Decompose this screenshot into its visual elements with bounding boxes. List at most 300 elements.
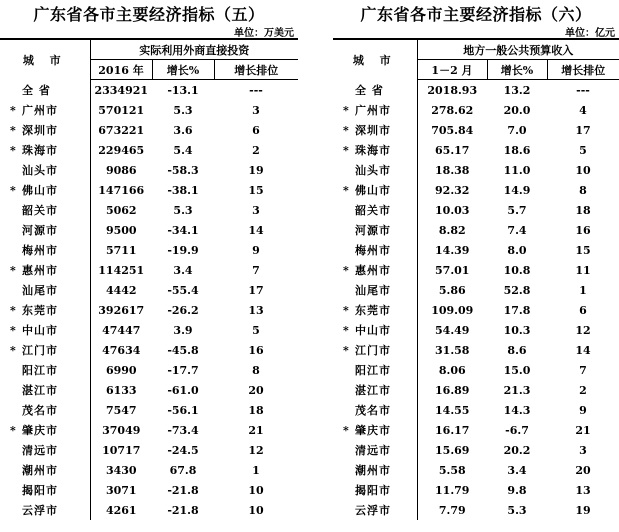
city-name: 揭阳市 — [22, 484, 58, 497]
growth-cell: 14.9 — [503, 183, 531, 197]
value-cell: 3071 — [90, 480, 152, 500]
city-cell — [0, 460, 90, 480]
table-row — [333, 440, 619, 460]
growth-cell: -24.5 — [167, 443, 199, 457]
growth-cell: 20.2 — [503, 443, 531, 457]
table-row — [333, 320, 619, 340]
table-row — [0, 160, 298, 180]
rank-cell: 14 — [575, 343, 591, 357]
value-cell: 7547 — [90, 400, 152, 420]
city-cell — [333, 440, 417, 460]
left-header-col3: 增长排位 — [214, 60, 298, 80]
right-title: 广东省各市主要经济指标（六） — [360, 5, 592, 24]
rank-cell: 2 — [252, 143, 260, 157]
growth-cell: 10.8 — [503, 263, 531, 277]
city-name: 茂名市 — [355, 404, 391, 417]
key-city-marker: * — [343, 304, 350, 317]
table-row — [333, 240, 619, 260]
growth-cell: 17.8 — [503, 303, 531, 317]
value-cell: 2334921 — [90, 80, 152, 101]
growth-cell: -38.1 — [167, 183, 199, 197]
city-cell — [333, 260, 417, 280]
city-name: 汕尾市 — [22, 284, 58, 297]
city-cell — [0, 360, 90, 380]
value-cell: 5.58 — [417, 460, 487, 480]
rank-cell: 14 — [248, 223, 264, 237]
value-cell: 10.03 — [417, 200, 487, 220]
rank-cell: 16 — [248, 343, 264, 357]
value-cell: 47634 — [90, 340, 152, 360]
city-cell — [333, 400, 417, 420]
key-city-marker: * — [343, 104, 350, 117]
table-row — [333, 360, 619, 380]
table-row — [0, 400, 298, 420]
city-cell — [0, 140, 90, 160]
key-city-marker: * — [343, 344, 350, 357]
growth-cell: 15.0 — [503, 363, 531, 377]
value-cell: 4261 — [90, 500, 152, 520]
city-name: 云浮市 — [355, 504, 391, 517]
table-row — [0, 360, 298, 380]
city-name: 中山市 — [355, 324, 391, 337]
table-row — [333, 420, 619, 440]
city-cell — [0, 440, 90, 460]
city-cell — [333, 340, 417, 360]
right-header-col3: 增长排位 — [547, 60, 619, 80]
city-name: 汕尾市 — [355, 284, 391, 297]
rank-cell: 13 — [575, 483, 591, 497]
rank-cell: 12 — [248, 443, 264, 457]
city-name: 珠海市 — [22, 144, 58, 157]
city-cell — [333, 200, 417, 220]
city-name: 清远市 — [355, 444, 391, 457]
table-row — [333, 200, 619, 220]
table-row — [0, 280, 298, 300]
city-cell — [0, 280, 90, 300]
value-cell: 47447 — [90, 320, 152, 340]
rank-cell: 21 — [575, 423, 591, 437]
growth-cell: 13.2 — [503, 83, 531, 97]
city-cell — [333, 460, 417, 480]
table-row — [333, 400, 619, 420]
table-row — [0, 440, 298, 460]
value-cell: 37049 — [90, 420, 152, 440]
rank-cell: 7 — [252, 263, 260, 277]
city-name: 梅州市 — [355, 244, 391, 257]
key-city-marker: * — [10, 264, 17, 277]
table-row — [0, 320, 298, 340]
table-row — [0, 200, 298, 220]
rank-cell: 3 — [252, 203, 260, 217]
rank-cell: 5 — [579, 143, 587, 157]
city-cell — [0, 180, 90, 200]
growth-cell: 14.3 — [503, 403, 531, 417]
table-row — [333, 100, 619, 120]
rank-cell: 8 — [579, 183, 587, 197]
city-name: 潮州市 — [355, 464, 391, 477]
city-name: 湛江市 — [355, 384, 391, 397]
growth-cell: -21.8 — [167, 503, 199, 517]
city-cell — [0, 100, 90, 120]
table-row — [333, 160, 619, 180]
rank-cell: 6 — [579, 303, 587, 317]
value-cell: 2018.93 — [417, 80, 487, 101]
city-cell — [333, 280, 417, 300]
rank-cell: 18 — [248, 403, 264, 417]
rank-cell: 9 — [252, 243, 260, 257]
city-cell — [0, 120, 90, 140]
growth-cell: 3.6 — [173, 123, 193, 137]
city-cell — [333, 300, 417, 320]
city-name: 东莞市 — [22, 304, 58, 317]
city-name: 阳江市 — [22, 364, 58, 377]
right-header-city: 城 市 — [333, 39, 417, 80]
rank-cell: 10 — [248, 483, 264, 497]
table-row — [333, 80, 619, 101]
value-cell: 147166 — [90, 180, 152, 200]
city-cell — [0, 260, 90, 280]
value-cell: 7.79 — [417, 500, 487, 520]
table-row — [333, 500, 619, 520]
table-row — [0, 300, 298, 320]
value-cell: 92.32 — [417, 180, 487, 200]
city-cell — [333, 360, 417, 380]
city-cell — [0, 340, 90, 360]
table-row — [0, 460, 298, 480]
city-cell — [333, 220, 417, 240]
table-row — [0, 80, 298, 101]
growth-cell: -17.7 — [167, 363, 199, 377]
city-name: 河源市 — [355, 224, 391, 237]
value-cell: 6990 — [90, 360, 152, 380]
value-cell: 8.06 — [417, 360, 487, 380]
city-cell — [333, 500, 417, 520]
table-row — [0, 420, 298, 440]
growth-cell: 5.4 — [173, 143, 193, 157]
value-cell: 65.17 — [417, 140, 487, 160]
value-cell: 5.86 — [417, 280, 487, 300]
growth-cell: 3.9 — [173, 323, 193, 337]
value-cell: 9086 — [90, 160, 152, 180]
table-row — [0, 480, 298, 500]
value-cell: 229465 — [90, 140, 152, 160]
city-name: 揭阳市 — [355, 484, 391, 497]
city-cell — [0, 480, 90, 500]
key-city-marker: * — [10, 344, 17, 357]
rank-cell: 5 — [252, 323, 260, 337]
growth-cell: -19.9 — [167, 243, 199, 257]
value-cell: 6133 — [90, 380, 152, 400]
city-name: 中山市 — [22, 324, 58, 337]
growth-cell: -55.4 — [167, 283, 199, 297]
growth-cell: 52.8 — [503, 283, 531, 297]
right-header-col1: 1－2 月 — [417, 60, 487, 80]
left-header-group: 实际利用外商直接投资 — [90, 39, 298, 60]
city-cell — [0, 160, 90, 180]
city-cell — [0, 200, 90, 220]
rank-cell: 13 — [248, 303, 264, 317]
rank-cell: 16 — [575, 223, 591, 237]
city-name: 潮州市 — [22, 464, 58, 477]
growth-cell: -73.4 — [167, 423, 199, 437]
city-name: 全 省 — [355, 83, 384, 97]
table-row — [333, 220, 619, 240]
growth-cell: -58.3 — [167, 163, 199, 177]
value-cell: 16.89 — [417, 380, 487, 400]
rank-cell: 12 — [575, 323, 591, 337]
key-city-marker: * — [343, 124, 350, 137]
key-city-marker: * — [10, 104, 17, 117]
key-city-marker: * — [10, 424, 17, 437]
value-cell: 31.58 — [417, 340, 487, 360]
city-name: 肇庆市 — [22, 424, 58, 437]
value-cell: 673221 — [90, 120, 152, 140]
rank-cell: 20 — [248, 383, 264, 397]
value-cell: 9500 — [90, 220, 152, 240]
city-cell — [333, 80, 417, 101]
city-name: 梅州市 — [22, 244, 58, 257]
table-row — [333, 460, 619, 480]
city-cell — [333, 180, 417, 200]
table-row — [0, 380, 298, 400]
left-title: 广东省各市主要经济指标（五） — [33, 5, 265, 24]
rank-cell: 10 — [575, 163, 591, 177]
city-name: 阳江市 — [355, 364, 391, 377]
city-cell — [333, 320, 417, 340]
city-cell — [333, 100, 417, 120]
table-row — [0, 100, 298, 120]
city-name: 湛江市 — [22, 384, 58, 397]
table-row — [333, 480, 619, 500]
key-city-marker: * — [10, 184, 17, 197]
rank-cell: 10 — [248, 503, 264, 517]
table-row — [0, 220, 298, 240]
left-header-city: 城 市 — [0, 39, 90, 80]
left-data-table — [0, 38, 298, 520]
right-header-col2: 增长% — [487, 60, 547, 80]
city-cell — [0, 300, 90, 320]
city-name: 广州市 — [355, 104, 391, 117]
value-cell: 109.09 — [417, 300, 487, 320]
city-cell — [333, 380, 417, 400]
table-row — [0, 340, 298, 360]
rank-cell: 3 — [252, 103, 260, 117]
growth-cell: 21.3 — [503, 383, 531, 397]
city-name: 江门市 — [355, 344, 391, 357]
table-row — [333, 120, 619, 140]
left-table-body — [0, 80, 298, 521]
city-name: 河源市 — [22, 224, 58, 237]
value-cell: 114251 — [90, 260, 152, 280]
rank-cell: 1 — [252, 463, 260, 477]
value-cell: 15.69 — [417, 440, 487, 460]
city-name: 江门市 — [22, 344, 58, 357]
rank-cell: 2 — [579, 383, 587, 397]
growth-cell: 9.8 — [507, 483, 527, 497]
city-cell — [0, 320, 90, 340]
rank-cell: 6 — [252, 123, 260, 137]
growth-cell: -13.1 — [167, 83, 199, 97]
rank-cell: 15 — [575, 243, 591, 257]
city-name: 佛山市 — [22, 184, 58, 197]
table-row — [333, 140, 619, 160]
value-cell: 18.38 — [417, 160, 487, 180]
left-unit: 单位：万美元 — [234, 28, 294, 39]
growth-cell: -21.8 — [167, 483, 199, 497]
key-city-marker: * — [10, 324, 17, 337]
growth-cell: 8.6 — [507, 343, 527, 357]
table-row — [333, 340, 619, 360]
table-row — [333, 280, 619, 300]
growth-cell: -6.7 — [505, 423, 529, 437]
table-row — [333, 260, 619, 280]
value-cell: 705.84 — [417, 120, 487, 140]
value-cell: 392617 — [90, 300, 152, 320]
left-header-col1: 2016 年 — [90, 60, 152, 80]
city-cell — [333, 160, 417, 180]
growth-cell: 18.6 — [503, 143, 531, 157]
value-cell: 14.39 — [417, 240, 487, 260]
rank-cell: 17 — [575, 123, 591, 137]
growth-cell: 5.7 — [507, 203, 527, 217]
table-row — [0, 240, 298, 260]
rank-cell: 15 — [248, 183, 264, 197]
rank-cell: 19 — [248, 163, 264, 177]
city-name: 肇庆市 — [355, 424, 391, 437]
city-name: 汕头市 — [22, 164, 58, 177]
left-header-col2: 增长% — [152, 60, 214, 80]
growth-cell: -56.1 — [167, 403, 199, 417]
growth-cell: 5.3 — [173, 203, 193, 217]
city-cell — [0, 400, 90, 420]
table-row — [0, 120, 298, 140]
city-cell — [0, 240, 90, 260]
value-cell: 570121 — [90, 100, 152, 120]
city-name: 东莞市 — [355, 304, 391, 317]
growth-cell: 67.8 — [169, 463, 197, 477]
rank-cell: 8 — [252, 363, 260, 377]
table-row — [0, 260, 298, 280]
city-name: 韶关市 — [355, 204, 391, 217]
right-header-group: 地方一般公共预算收入 — [417, 39, 619, 60]
value-cell: 10717 — [90, 440, 152, 460]
key-city-marker: * — [10, 144, 17, 157]
growth-cell: 20.0 — [503, 103, 531, 117]
key-city-marker: * — [10, 124, 17, 137]
city-name: 云浮市 — [22, 504, 58, 517]
growth-cell: 7.4 — [507, 223, 527, 237]
key-city-marker: * — [343, 184, 350, 197]
table-row — [0, 140, 298, 160]
growth-cell: -34.1 — [167, 223, 199, 237]
city-cell — [0, 420, 90, 440]
growth-cell: 8.0 — [507, 243, 527, 257]
city-name: 汕头市 — [355, 164, 391, 177]
key-city-marker: * — [343, 144, 350, 157]
rank-cell: 1 — [579, 283, 587, 297]
rank-cell: 19 — [575, 503, 591, 517]
city-name: 深圳市 — [355, 124, 391, 137]
growth-cell: 5.3 — [173, 103, 193, 117]
growth-cell: 7.0 — [507, 123, 527, 137]
city-cell — [0, 220, 90, 240]
city-name: 韶关市 — [22, 204, 58, 217]
city-cell — [0, 80, 90, 101]
city-name: 全 省 — [22, 83, 51, 97]
value-cell: 278.62 — [417, 100, 487, 120]
value-cell: 4442 — [90, 280, 152, 300]
rank-cell: 21 — [248, 423, 264, 437]
value-cell: 5711 — [90, 240, 152, 260]
city-cell — [0, 500, 90, 520]
rank-cell: 7 — [579, 363, 587, 377]
value-cell: 5062 — [90, 200, 152, 220]
table-row — [333, 180, 619, 200]
key-city-marker: * — [10, 304, 17, 317]
city-cell — [0, 380, 90, 400]
rank-cell: 17 — [248, 283, 264, 297]
city-cell — [333, 480, 417, 500]
value-cell: 8.82 — [417, 220, 487, 240]
city-name: 广州市 — [22, 104, 58, 117]
city-name: 珠海市 — [355, 144, 391, 157]
growth-cell: -26.2 — [167, 303, 199, 317]
rank-cell: --- — [576, 83, 590, 97]
city-name: 佛山市 — [355, 184, 391, 197]
city-name: 清远市 — [22, 444, 58, 457]
growth-cell: 5.3 — [507, 503, 527, 517]
city-cell — [333, 140, 417, 160]
value-cell: 11.79 — [417, 480, 487, 500]
growth-cell: 3.4 — [507, 463, 527, 477]
key-city-marker: * — [343, 264, 350, 277]
table-row — [0, 500, 298, 520]
value-cell: 57.01 — [417, 260, 487, 280]
growth-cell: 10.3 — [503, 323, 531, 337]
value-cell: 3430 — [90, 460, 152, 480]
rank-cell: 3 — [579, 443, 587, 457]
value-cell: 54.49 — [417, 320, 487, 340]
rank-cell: 9 — [579, 403, 587, 417]
table-row — [333, 380, 619, 400]
city-name: 深圳市 — [22, 124, 58, 137]
value-cell: 16.17 — [417, 420, 487, 440]
right-data-table — [333, 38, 619, 520]
table-row — [333, 300, 619, 320]
city-name: 惠州市 — [22, 264, 58, 277]
right-table-body — [333, 80, 619, 521]
key-city-marker: * — [343, 324, 350, 337]
city-cell — [333, 420, 417, 440]
rank-cell: 4 — [579, 103, 587, 117]
city-cell — [333, 240, 417, 260]
rank-cell: 11 — [575, 263, 591, 277]
right-unit: 单位：亿元 — [565, 28, 615, 39]
growth-cell: -61.0 — [167, 383, 199, 397]
value-cell: 14.55 — [417, 400, 487, 420]
growth-cell: -45.8 — [167, 343, 199, 357]
city-name: 茂名市 — [22, 404, 58, 417]
rank-cell: 18 — [575, 203, 591, 217]
rank-cell: 20 — [575, 463, 591, 477]
key-city-marker: * — [343, 424, 350, 437]
rank-cell: --- — [249, 83, 263, 97]
city-cell — [333, 120, 417, 140]
city-name: 惠州市 — [355, 264, 391, 277]
growth-cell: 11.0 — [503, 163, 531, 177]
growth-cell: 3.4 — [173, 263, 193, 277]
table-row — [0, 180, 298, 200]
